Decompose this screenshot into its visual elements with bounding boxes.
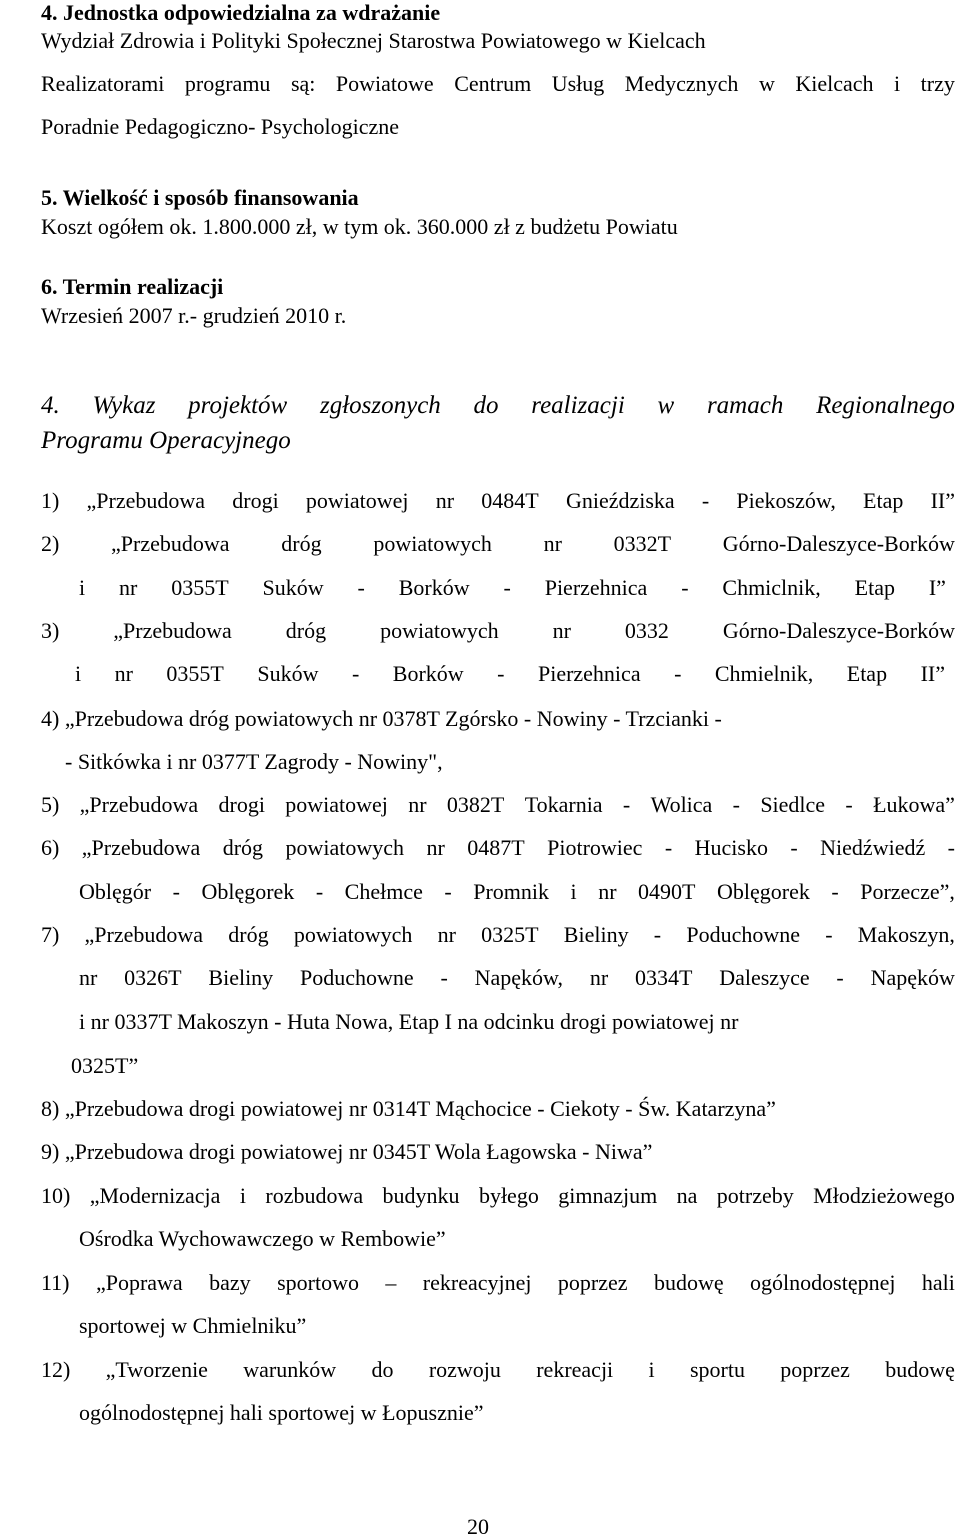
- project-word: nr: [114, 661, 133, 686]
- project-word: Młodzieżowego: [813, 1183, 955, 1208]
- project-word: Suków: [262, 575, 324, 600]
- section-heading-financing: 5. Wielkość i sposób finansowania: [41, 185, 359, 210]
- project-word: „Modernizacja: [89, 1183, 221, 1208]
- project-word: Oblęgorek: [201, 879, 295, 904]
- project-word: „Przebudowa: [111, 531, 230, 556]
- project-word: potrzeby: [716, 1183, 794, 1208]
- project-item-4-line-1: 4) „Przebudowa dróg powiatowych nr 0378T Zgórsko - Nowiny - Trzcianki -: [41, 706, 722, 731]
- project-word: dróg: [228, 922, 269, 947]
- project-word: -: [790, 835, 798, 860]
- heading-word: Regionalnego: [816, 392, 955, 419]
- project-word: nr: [119, 575, 138, 600]
- project-word: -: [172, 879, 180, 904]
- page-number: 20: [467, 1514, 489, 1539]
- project-word: -: [701, 488, 710, 513]
- project-word: rozwoju: [428, 1357, 501, 1382]
- project-item-3-line-2: [75, 663, 945, 685]
- project-word: 3): [41, 618, 60, 643]
- project-word: Hucisko: [694, 835, 768, 860]
- project-item-7-line-3: i nr 0337T Makoszyn - Huta Nowa, Etap I na odcinku drogi powiatowej nr: [79, 1009, 739, 1034]
- project-word: sportu: [689, 1357, 745, 1382]
- project-word: 0334T: [634, 965, 693, 990]
- project-word: Chmiclnik,: [722, 575, 821, 600]
- projects-heading-cont: Programu Operacyjnego: [41, 427, 291, 454]
- project-word: 0325T: [481, 922, 539, 947]
- heading-word: ramach: [706, 392, 784, 419]
- project-word: 0484T: [481, 488, 539, 513]
- project-word: 0332: [624, 618, 669, 643]
- financing-text: Koszt ogółem ok. 1.800.000 zł, w tym ok. 360.000 zł z budżetu Powiatu: [41, 214, 678, 239]
- project-word: na: [676, 1183, 698, 1208]
- project-word: Siedlce: [760, 792, 826, 817]
- project-word: nr: [543, 531, 562, 556]
- heading-word: do: [473, 392, 499, 419]
- project-word: rozbudowa: [265, 1183, 364, 1208]
- project-word: -: [732, 792, 740, 817]
- project-word: Suków: [257, 661, 319, 686]
- project-word: Borków: [392, 661, 464, 686]
- project-word: Makoszyn,: [857, 922, 955, 947]
- project-word: 11): [41, 1270, 70, 1295]
- project-word: –: [385, 1270, 397, 1295]
- project-item-3-line-1: [41, 620, 955, 642]
- project-word: -: [653, 922, 662, 947]
- project-word: 2): [41, 531, 60, 556]
- project-item-9-line-1: 9) „Przebudowa drogi powiatowej nr 0345T Wola Łagowska - Niwa”: [41, 1139, 653, 1164]
- project-word: I”: [928, 575, 946, 600]
- project-word: Łukowa”: [873, 792, 955, 817]
- project-word: „Poprawa: [95, 1270, 183, 1295]
- heading-word: w: [657, 392, 675, 419]
- project-word: do: [371, 1357, 394, 1382]
- heading-word: zgłoszonych: [319, 392, 441, 419]
- project-word: i: [648, 1357, 655, 1382]
- project-word: budynku: [382, 1183, 460, 1208]
- heading-word: realizacji: [531, 392, 625, 419]
- project-word: Poduchowne: [300, 965, 414, 990]
- implementers-word: Usług: [551, 71, 605, 96]
- project-word: „Przebudowa: [79, 792, 199, 817]
- project-word: poprzez: [780, 1357, 850, 1382]
- project-word: 12): [41, 1357, 71, 1382]
- implementers-word: programu: [184, 71, 271, 96]
- project-word: nr: [79, 965, 98, 990]
- project-word: Poduchowne: [686, 922, 800, 947]
- project-word: hali: [921, 1270, 955, 1295]
- project-word: „Przebudowa: [81, 835, 201, 860]
- project-word: rekreacji: [536, 1357, 614, 1382]
- project-word: Tokarnia: [524, 792, 603, 817]
- project-word: 5): [41, 792, 60, 817]
- project-word: dróg: [285, 618, 327, 643]
- project-item-12-line-1: [41, 1359, 955, 1381]
- project-word: Chełmce: [344, 879, 423, 904]
- project-item-12-line-2: ogólnodostępnej hali sportowej w Łopusznie”: [79, 1400, 484, 1425]
- heading-word: projektów: [188, 392, 288, 419]
- project-word: -: [351, 661, 360, 686]
- project-word: 0487T: [467, 835, 525, 860]
- project-word: nr: [408, 792, 427, 817]
- project-word: 7): [41, 922, 60, 947]
- project-word: Pierzehnica: [537, 661, 641, 686]
- project-word: -: [357, 575, 365, 600]
- project-word: 0355T: [166, 661, 224, 686]
- project-word: drogi: [218, 792, 265, 817]
- project-word: powiatowych: [285, 835, 405, 860]
- project-word: -: [825, 922, 833, 947]
- project-word: -: [947, 835, 955, 860]
- project-word: Etap: [863, 488, 904, 513]
- project-word: sportowo: [277, 1270, 359, 1295]
- project-word: i: [570, 879, 577, 904]
- project-word: 0355T: [171, 575, 229, 600]
- project-word: -: [674, 661, 682, 686]
- project-word: drogi: [232, 488, 279, 513]
- heading-word: Wykaz: [92, 392, 156, 419]
- project-word: dróg: [222, 835, 264, 860]
- project-word: budowę: [885, 1357, 955, 1382]
- project-word: Górno-Daleszyce-Borków: [722, 531, 955, 556]
- project-word: powiatowych: [373, 531, 492, 556]
- project-item-10-line-2: Ośrodka Wychowawczego w Rembowie”: [79, 1226, 446, 1251]
- implementers-word: Medycznych: [624, 71, 739, 96]
- heading-word: 4.: [41, 392, 60, 419]
- project-word: -: [622, 792, 631, 817]
- project-word: poprzez: [557, 1270, 628, 1295]
- implementers-word: Centrum: [454, 71, 532, 96]
- project-item-11-line-1: [41, 1272, 955, 1294]
- project-word: II”: [920, 661, 945, 686]
- project-word: nr: [552, 618, 571, 643]
- project-word: powiatowej: [305, 488, 409, 513]
- project-word: 10): [41, 1183, 71, 1208]
- project-word: -: [831, 879, 839, 904]
- project-word: -: [845, 792, 853, 817]
- project-word: Oblęgór: [79, 879, 152, 904]
- project-word: bazy: [209, 1270, 251, 1295]
- project-word: Borków: [398, 575, 470, 600]
- project-word: -: [444, 879, 452, 904]
- project-word: Bieliny: [208, 965, 274, 990]
- implementers-word: są:: [290, 71, 316, 96]
- project-item-11-line-2: sportowej w Chmielniku”: [79, 1313, 307, 1338]
- project-word: Napęków: [870, 965, 955, 990]
- project-word: Bieliny: [563, 922, 629, 947]
- project-word: Górno-Daleszyce-Borków: [722, 618, 955, 643]
- projects-heading: [41, 393, 955, 418]
- project-word: Piotrowiec: [547, 835, 643, 860]
- project-word: -: [836, 965, 844, 990]
- project-word: -: [497, 661, 505, 686]
- project-item-2-line-2: [79, 577, 946, 599]
- implementers-word: i: [894, 71, 901, 96]
- project-word: II”: [930, 488, 955, 513]
- implementers-word: Realizatorami: [41, 71, 165, 96]
- section-heading-timeframe: 6. Termin realizacji: [41, 274, 224, 299]
- project-word: „Tworzenie: [105, 1357, 208, 1382]
- project-word: Etap: [854, 575, 895, 600]
- project-word: warunków: [243, 1357, 337, 1382]
- implementers-text: [41, 73, 955, 95]
- project-word: nr: [589, 965, 609, 990]
- project-word: -: [440, 965, 448, 990]
- project-word: nr: [426, 835, 445, 860]
- project-word: Chmielnik,: [714, 661, 814, 686]
- project-word: -: [503, 575, 511, 600]
- project-word: powiatowych: [293, 922, 413, 947]
- project-word: ogólnodostępnej: [750, 1270, 896, 1295]
- project-word: nr: [435, 488, 455, 513]
- project-item-8-line-1: 8) „Przebudowa drogi powiatowej nr 0314T Mąchocice - Ciekoty - Św. Katarzyna”: [41, 1096, 776, 1121]
- project-word: -: [664, 835, 673, 860]
- project-word: powiatowych: [380, 618, 499, 643]
- project-word: -: [315, 879, 324, 904]
- implementers-word: w: [758, 71, 775, 96]
- project-item-1-line-1: [41, 490, 955, 512]
- project-word: budowę: [653, 1270, 724, 1295]
- project-item-7-line-2: [79, 967, 955, 989]
- project-word: „Przebudowa: [86, 488, 206, 513]
- implementers-text-cont: Poradnie Pedagogiczno- Psychologiczne: [41, 114, 400, 139]
- project-word: nr: [598, 879, 617, 904]
- project-word: 0332T: [613, 531, 672, 556]
- project-word: Oblęgorek: [717, 879, 810, 904]
- project-item-2-line-1: [41, 533, 955, 555]
- project-word: powiatowej: [285, 792, 388, 817]
- project-item-4-line-2: - Sitkówka i nr 0377T Zagrody - Nowiny",: [65, 749, 443, 774]
- implementers-word: Powiatowe: [335, 71, 434, 96]
- implementers-word: trzy: [920, 71, 955, 96]
- project-item-5-line-1: [41, 794, 955, 816]
- project-word: -: [681, 575, 689, 600]
- project-word: gimnazjum: [558, 1183, 658, 1208]
- project-word: byłego: [478, 1183, 539, 1208]
- project-word: 1): [41, 488, 60, 513]
- project-item-7-line-4: 0325T”: [71, 1053, 139, 1078]
- project-word: Napęków,: [474, 965, 563, 990]
- project-word: Daleszyce: [719, 965, 810, 990]
- project-item-7-line-1: [41, 924, 955, 946]
- project-item-10-line-1: [41, 1185, 955, 1207]
- project-word: 6): [41, 835, 60, 860]
- project-word: rekreacyjnej: [422, 1270, 532, 1295]
- project-word: „Przebudowa: [84, 922, 204, 947]
- project-word: i: [75, 661, 82, 686]
- project-word: Gnieździska: [565, 488, 675, 513]
- project-word: Porzecze”,: [860, 879, 955, 904]
- project-item-6-line-1: [41, 837, 955, 859]
- project-word: Niedźwiedź: [820, 835, 926, 860]
- implementers-word: Kielcach: [795, 71, 874, 96]
- project-word: dróg: [281, 531, 322, 556]
- project-word: Etap: [846, 661, 888, 686]
- project-word: nr: [437, 922, 456, 947]
- project-word: i: [79, 575, 86, 600]
- project-word: 0382T: [446, 792, 505, 817]
- project-word: 0326T: [124, 965, 182, 990]
- project-word: „Przebudowa: [113, 618, 232, 643]
- project-word: Pierzehnica: [544, 575, 648, 600]
- project-word: Wolica: [650, 792, 713, 817]
- project-word: 0490T: [638, 879, 696, 904]
- project-word: Piekoszów,: [736, 488, 836, 513]
- project-word: i: [239, 1183, 246, 1208]
- project-item-6-line-2: [79, 881, 955, 903]
- timeframe-text: Wrzesień 2007 r.- grudzień 2010 r.: [41, 303, 347, 328]
- implementing-unit-text: Wydział Zdrowia i Polityki Społecznej Starostwa Powiatowego w Kielcach: [41, 28, 706, 53]
- section-heading-implementing-unit: 4. Jednostka odpowiedzialna za wdrażanie: [41, 0, 441, 25]
- project-word: Promnik: [473, 879, 550, 904]
